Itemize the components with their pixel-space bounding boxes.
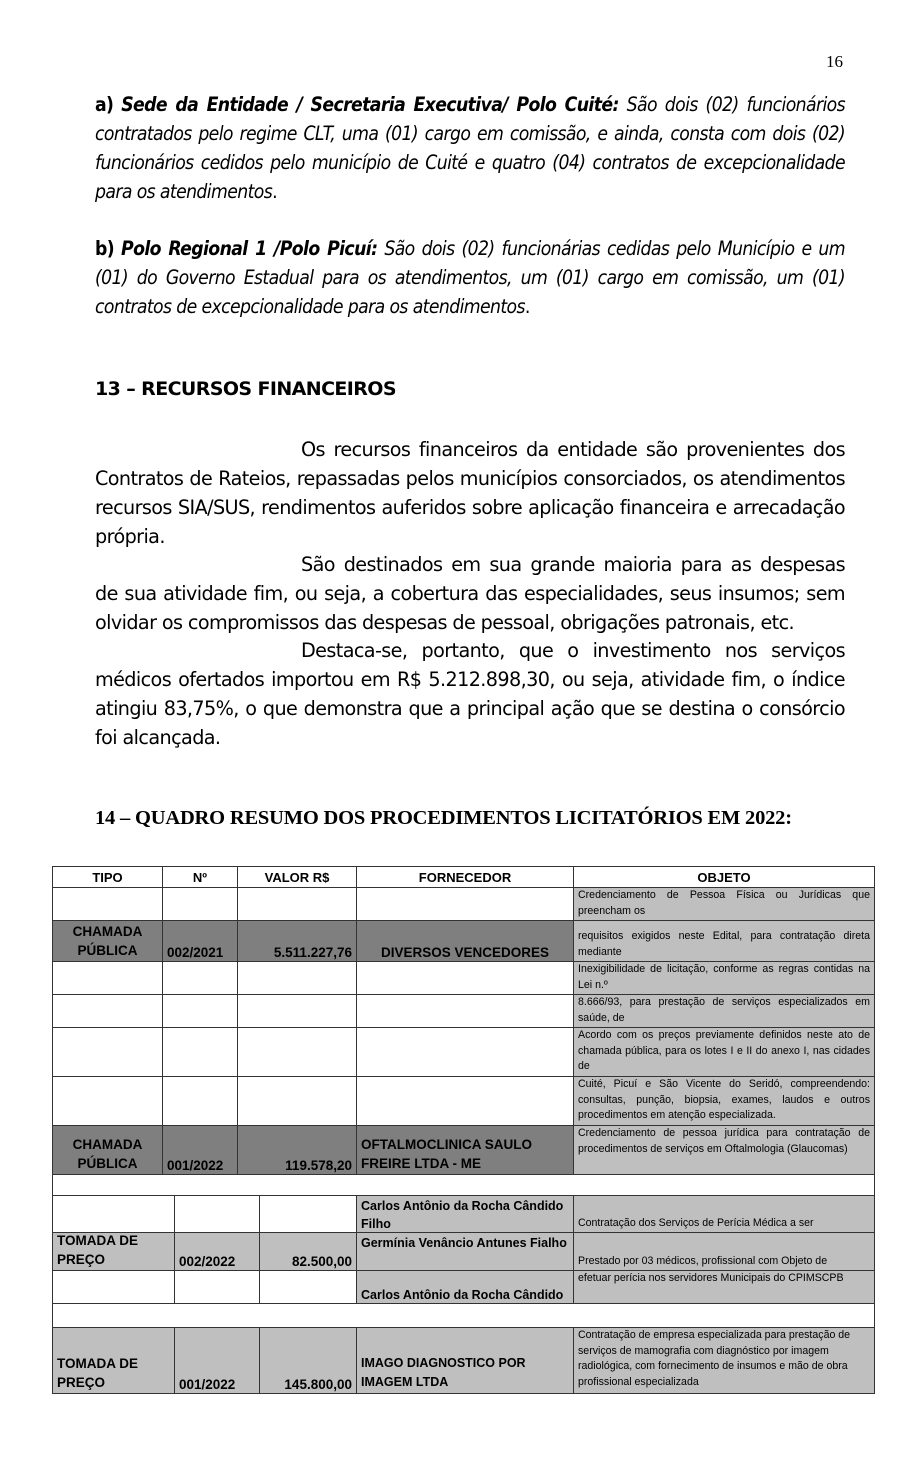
table-row — [52, 1233, 875, 1271]
table-row — [52, 1077, 875, 1126]
paragraph-text: Destaca-se, portanto, que o investimento nos serviços médicos ofertados importou em R$ 5.212.898,30, ou seja, atividade fim, o índice atingiu 83,75%, o que demonstra que a principal ação que se destina o consórcio foi alcançada. — [95, 639, 845, 749]
header-tipo: TIPO — [52, 866, 163, 888]
table-row — [52, 995, 875, 1028]
objeto-cell: Inexigibilidade de licitação, conforme as regras contidas na Lei n.º — [574, 962, 875, 995]
valor-cell: 119.578,20 — [238, 1126, 357, 1175]
table-row — [52, 921, 875, 962]
numero-cell: 001/2022 — [163, 1126, 238, 1175]
section-a-period: . — [272, 180, 277, 203]
fornecedor-cell — [357, 1126, 574, 1175]
fornecedor-cell: DIVERSOS VENCEDORES — [357, 921, 574, 962]
table-row — [52, 888, 875, 921]
tipo-line: CHAMADA — [72, 1137, 143, 1152]
section-b-text: São dois (02) funcionárias cedidas pelo Município e um (01) do Governo Estadual para os atendimentos, um (01) cargo em comissão, um (01) contratos de excepcionalidade para os atendimentos — [95, 237, 845, 318]
header-fornecedor: FORNECEDOR — [357, 866, 574, 888]
section-a-title: Sede da Entidade / Secretaria Executiva/ Polo Cuité: — [121, 93, 619, 116]
tipo-line: PREÇO — [57, 1252, 106, 1267]
section-13-paragraph-3 — [95, 636, 845, 752]
objeto-cell: Prestado por 03 médicos, profissional com Objeto de — [574, 1233, 875, 1271]
page-number: 16 — [826, 52, 843, 71]
valor-cell: 145.800,00 — [260, 1328, 357, 1394]
fornecedor-cell: Carlos Antônio da Rocha Cândido Filho — [357, 1196, 574, 1233]
table-spacer-row — [52, 1175, 875, 1196]
tipo-line: PÚBLICA — [77, 943, 138, 958]
tipo-line: PÚBLICA — [77, 1156, 138, 1171]
fornecedor-cell: Germínia Venâncio Antunes Fialho — [357, 1233, 574, 1271]
fornecedor-cell — [357, 1328, 574, 1394]
tipo-line: TOMADA DE — [57, 1233, 138, 1248]
paragraph-text: Os recursos financeiros da entidade são provenientes dos Contratos de Rateios, repassadas pelos municípios consorciados, os atendimentos recursos SIA/SUS, rendimentos auferidos sobre aplicação financeira e arrecadação própria. — [95, 438, 845, 548]
tipo-cell — [52, 1233, 175, 1271]
fornecedor-line: IMAGO DIAGNOSTICO POR — [361, 1356, 526, 1370]
objeto-cell: Contratação dos Serviços de Perícia Médica a ser — [574, 1196, 875, 1233]
header-valor: VALOR R$ — [238, 866, 357, 888]
table-row — [52, 962, 875, 995]
fornecedor-line: FREIRE LTDA - ME — [361, 1156, 481, 1171]
tipo-line: TOMADA DE — [57, 1356, 138, 1371]
table-header-row — [52, 866, 875, 888]
table-row — [52, 1126, 875, 1175]
section-b-paragraph — [95, 234, 845, 321]
fornecedor-cell: Carlos Antônio da Rocha Cândido — [357, 1271, 574, 1304]
paragraph-text: São destinados em sua grande maioria para as despesas de sua atividade fim, ou seja, a cobertura das especialidades, seus insumos; sem olvidar os compromissos das despesas de pessoal, obrigações patronais, etc. — [95, 553, 845, 634]
tipo-cell — [52, 1126, 163, 1175]
fornecedor-line: IMAGEM LTDA — [361, 1375, 449, 1389]
section-b-label: b) — [95, 237, 115, 260]
objeto-cell: Credenciamento de Pessoa Física ou Jurídicas que preencham os — [574, 888, 875, 921]
objeto-cell: Acordo com os preços previamente definidos neste ato de chamada pública, para os lotes I e II do anexo I, nas cidades de — [574, 1028, 875, 1077]
tipo-line: CHAMADA — [72, 924, 143, 939]
objeto-cell: 8.666/93, para prestação de serviços especializados em saúde, de — [574, 995, 875, 1028]
table-row — [52, 1328, 875, 1394]
objeto-cell: requisitos exigidos neste Edital, para contratação direta mediante — [574, 921, 875, 962]
section-13-paragraph-2 — [95, 550, 845, 637]
numero-cell: 002/2021 — [163, 921, 238, 962]
section-a-paragraph — [95, 90, 845, 206]
table-spacer-row — [52, 1304, 875, 1328]
section-b-title: Polo Regional 1 /Polo Picuí: — [121, 237, 378, 260]
numero-cell: 002/2022 — [175, 1233, 260, 1271]
section-b-period: . — [524, 295, 530, 318]
table-row — [52, 1196, 875, 1233]
objeto-cell: Cuité, Picuí e São Vicente do Seridó, compreendendo: consultas, punção, biopsia, exames, laudos e outros procedimentos em atenção especializada. — [574, 1077, 875, 1126]
tipo-cell — [52, 1328, 175, 1394]
section-a-label: a) — [95, 93, 114, 116]
objeto-cell: efetuar perícia nos servidores Municipais do CPIMSCPB — [574, 1271, 875, 1304]
tipo-cell — [52, 921, 163, 962]
objeto-cell: Contratação de empresa especializada para prestação de serviços de mamografia com diagnóstico por imagem radiológica, com fornecimento de insumos e mão de obra profissional especializada — [574, 1328, 875, 1394]
header-objeto: OBJETO — [574, 866, 875, 888]
valor-cell: 82.500,00 — [260, 1233, 357, 1271]
header-numero: Nº — [163, 866, 238, 888]
fornecedor-line: OFTALMOCLINICA SAULO — [361, 1137, 532, 1152]
numero-cell: 001/2022 — [175, 1328, 260, 1394]
section-13-heading: 13 – RECURSOS FINANCEIROS — [95, 378, 396, 400]
table-row — [52, 1271, 875, 1304]
section-13-paragraph-1 — [95, 435, 845, 551]
section-a-text: São dois (02) funcionários contratados pelo regime CLT, uma (01) cargo em comissão, e ainda, consta com dois (02) funcionários cedidos pelo município de Cuité e quatro (04) contratos de excepcionalidade para os atendimentos — [95, 93, 846, 203]
tipo-line: PREÇO — [57, 1375, 106, 1390]
valor-cell: 5.511.227,76 — [238, 921, 357, 962]
objeto-cell: Credenciamento de pessoa jurídica para contratação de procedimentos de serviços em Oftalmologia (Glaucomas) — [574, 1126, 875, 1175]
section-14-heading: 14 – QUADRO RESUMO DOS PROCEDIMENTOS LICITATÓRIOS EM 2022: — [95, 807, 792, 829]
table-row — [52, 1028, 875, 1077]
